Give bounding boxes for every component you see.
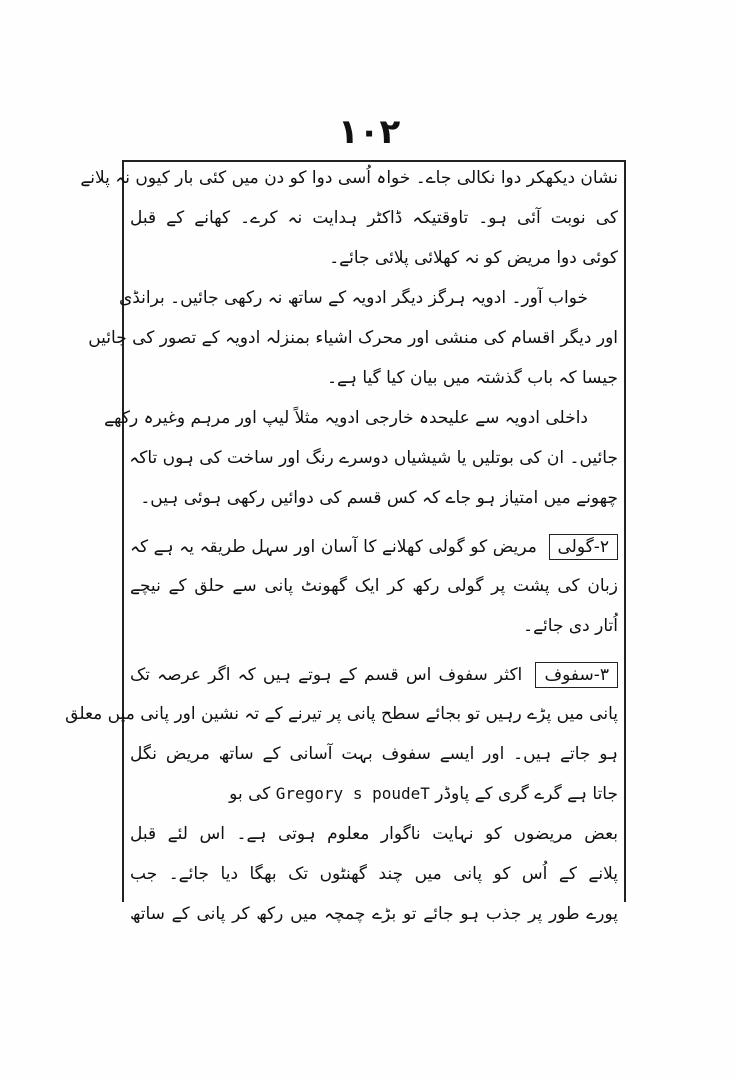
text-line: خواب آور۔ ادویہ ہرگز دیگر ادویہ کے ساتھ نہ رکھی جائیں۔ برانڈی bbox=[118, 288, 588, 308]
text-line: اور دیگر اقسام کی منشی اور محرک اشیاء بمنزلہ ادویہ کے تصور کی جائیں bbox=[88, 328, 618, 348]
text-line: اُتار دی جائے۔ bbox=[523, 616, 618, 636]
text-line: جیسا کہ باب گذشتہ میں بیان کیا گیا ہے۔ bbox=[327, 368, 618, 388]
text-segment: مریض کو گولی کھلانے کا آسان اور سہل طریقہ یہ ہے کہ bbox=[130, 537, 537, 557]
text-line-with-heading bbox=[130, 662, 618, 688]
section-heading-powder: ۳-سفوف bbox=[535, 662, 618, 688]
page-number: ۱۰۲ bbox=[338, 112, 401, 152]
latin-text: Gregory s poudeT bbox=[275, 784, 430, 803]
text-line: نشان دیکھکر دوا نکالی جاے۔ خواہ اُسی دوا کو دن میں کئی بار کیوں نہ پلانے bbox=[80, 168, 618, 188]
text-line: بعض مریضوں کو نہایت ناگوار معلوم ہوتی ہے۔ اس لئے قبل bbox=[130, 824, 618, 844]
text-segment: اکثر سفوف اس قسم کے ہوتے ہیں کہ اگر عرصہ تک bbox=[130, 665, 523, 685]
text-segment: جاتا ہے گرے گری کے پاوڈر bbox=[435, 784, 618, 804]
section-heading-pill: ۲-گولی bbox=[549, 534, 619, 560]
text-segment: کی بو bbox=[229, 784, 271, 804]
text-line-with-heading bbox=[130, 534, 618, 560]
text-line: جائیں۔ ان کی بوتلیں یا شیشیاں دوسرے رنگ اور ساخت کی ہوں تاکہ bbox=[129, 448, 618, 468]
text-line: کی نوبت آئی ہو۔ تاوقتیکہ ڈاکٹر ہدایت نہ کرے۔ کھانے کے قبل bbox=[130, 208, 618, 228]
text-line: پانی میں پڑے رہیں تو بجائے سطح پانی پر تیرنے کے تہ نشین اور پانی میں معلق bbox=[65, 704, 618, 724]
text-line: چھونے میں امتیاز ہو جاے کہ کس قسم کی دوائیں رکھی ہوئی ہیں۔ bbox=[140, 488, 618, 508]
text-line: پورے طور پر جذب ہو جائے تو بڑے چمچہ میں رکھ کر پانی کے ساتھ bbox=[130, 904, 618, 924]
text-line: ہو جاتے ہیں۔ اور ایسے سفوف بہت آسانی کے ساتھ مریض نگل bbox=[130, 744, 618, 764]
text-line: زبان کی پشت پر گولی رکھ کر ایک گھونٹ پانی سے حلق کے نیچے bbox=[130, 576, 618, 596]
text-line: داخلی ادویہ سے علیحدہ خارجی ادویہ مثلاً لیپ اور مرہم وغیرہ رکھے bbox=[104, 408, 588, 428]
text-block bbox=[65, 160, 626, 924]
text-line: پلانے کے اُس کو پانی میں چند گھنٹوں تک بھگا دیا جائے۔ جب bbox=[130, 864, 618, 884]
text-line: کوئی دوا مریض کو نہ کھلائی پلائی جائے۔ bbox=[329, 248, 618, 268]
text-line-with-latin bbox=[130, 782, 618, 806]
